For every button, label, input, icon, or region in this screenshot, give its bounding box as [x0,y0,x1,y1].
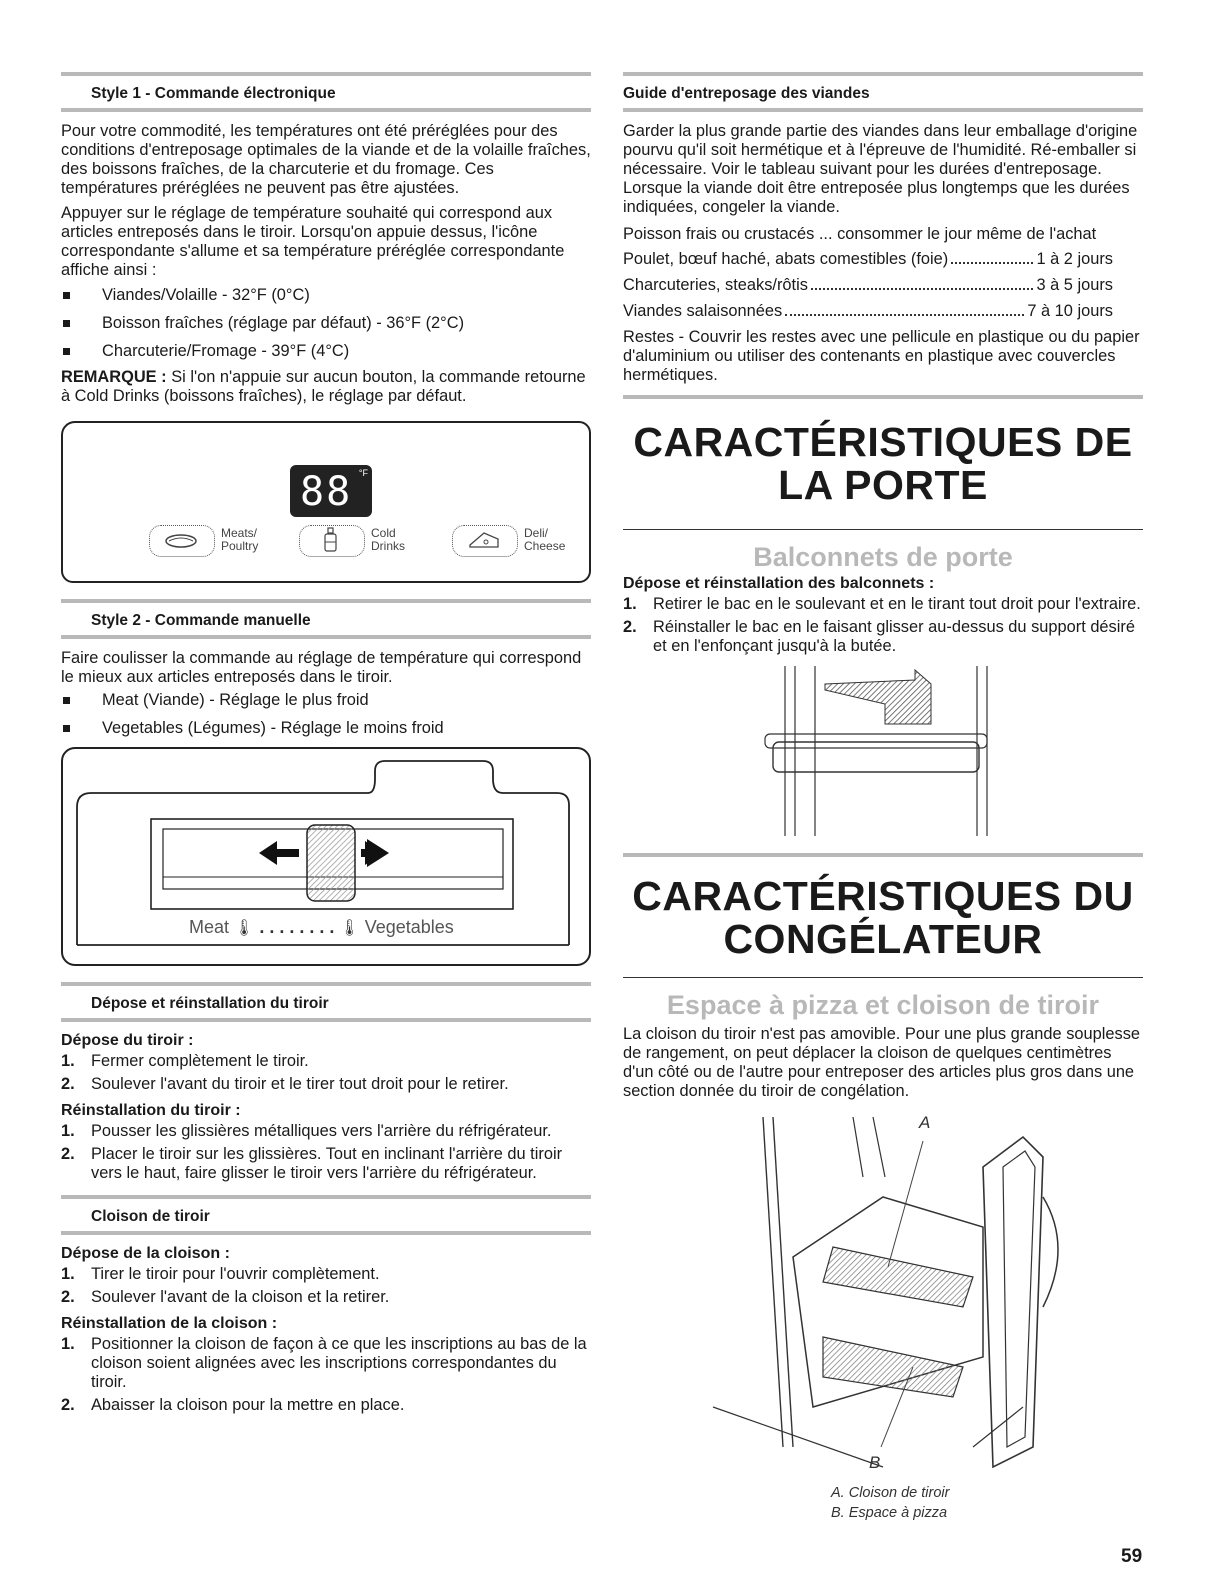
bottle-icon [321,527,341,553]
temperature-display [290,465,372,517]
list-item: 1. Pousser les glissières métalliques vers l'arrière du réfrigérateur. [61,1122,552,1140]
display-digits: 88 [300,469,353,515]
drawer-reinstall-subheading: Réinstallation du tiroir : [61,1102,241,1119]
list-item: 2. Réinstaller le bac en le faisant glisser au-dessus du support désiré et en l'enfonçant jusqu'à la butée. [623,618,1135,655]
freezer-para: La cloison du tiroir n'est pas amovible. Pour une plus grande souplesse de rangement, on peut déplacer la cloison de quelques centimètres d'un côté ou de l'autre pour entreposer des articles plus gros dans une section donnée du tiroir de congélation. [623,1025,1141,1100]
vegetables-label: Vegetables [364,917,454,937]
list-item: 1. Fermer complètement le tiroir. [61,1052,309,1070]
door-bins-subheading: Dépose et réinstallation des balconnets : [623,575,935,592]
list-item: 2. Soulever l'avant du tiroir et le tirer tout droit pour le retirer. [61,1075,509,1093]
freezer-title-line2: CONGÉLATEUR [723,916,1043,962]
meat-icon [161,531,201,551]
freezer-drawer-figure [623,1107,1143,1479]
meats-poultry-button[interactable]: Meats/ Poultry [149,525,274,557]
scale-dots: . . . . . . . . [259,917,335,937]
list-item: Boisson fraîches (réglage par défaut) - 36°F (2°C) [61,314,591,333]
deli-cheese-button[interactable]: Deli/ Cheese [452,525,580,557]
style1-para2: Appuyer sur le réglage de température souhaité qui correspond aux articles entreposés dans le tiroir. Lorsqu'on appuie dessus, l'icône correspondante s'allume et sa température préréglée correspondante affiche ainsi : [61,204,565,279]
caption-a: A. Cloison de tiroir [831,1485,950,1501]
freezer-drawer-illustration [623,1107,1143,1479]
cold-drinks-button[interactable]: Cold Drinks [299,525,424,557]
left-column [61,72,591,1419]
meat-label: Meat [189,917,230,937]
divider-removal-steps [61,1265,591,1307]
warm-thermometer-icon: 🌡 [339,920,360,937]
style2-heading: Style 2 - Commande manuelle [61,599,591,639]
door-subtitle: Balconnets de porte [753,542,1013,572]
note-label: REMARQUE : [61,368,167,386]
meat-guide-para: Garder la plus grande partie des viandes dans leur emballage d'origine pourvu qu'il soit hermétique et à l'épreuve de l'humidité. Ré-emballer si nécessaire. Voir le tableau suivant pour les durées d'entreposage. Lorsque la viande doit être entreposée plus longtemps que les durées indiquées, congeler la viande. [623,122,1138,216]
fish-row: Poisson frais ou crustacés ... consommer le jour même de l'achat [623,225,1097,243]
note-text: Si l'on n'appuie sur aucun bouton, la commande retourne à Cold Drinks (boissons fraîches), le réglage par défaut. [61,368,586,405]
style2-para: Faire coulisser la commande au réglage de température qui correspond le mieux aux articles entreposés dans le tiroir. [61,649,582,686]
section-divider [623,395,1143,399]
style2-bullets [61,691,591,738]
label-b: B [869,1453,881,1472]
slider-scale[interactable] [189,917,454,938]
cheese-icon [466,529,502,551]
caption-b: B. Espace à pizza [831,1505,948,1521]
electronic-control-figure [61,421,591,583]
drawer-reinstall-steps [61,1122,591,1183]
drawer-heading: Dépose et réinstallation du tiroir [61,982,591,1022]
freezer-subtitle: Espace à pizza et cloison de tiroir [666,990,1100,1020]
door-title-line2: LA PORTE [778,462,988,508]
section-divider [623,853,1143,857]
list-item: 2. Placer le tiroir sur les glissières. Tout en inclinant l'arrière du tiroir vers le haut, faire glisser le tiroir vers l'arrière du réfrigérateur. [61,1145,563,1182]
list-item: Meat (Viande) - Réglage le plus froid [61,691,591,710]
style1-bullets [61,286,591,361]
divider-reinstall-subheading: Réinstallation de la cloison : [61,1315,278,1332]
label-a: A [919,1113,931,1132]
meat-storage-table [623,250,1113,321]
table-row: Poulet, bœuf haché, abats comestibles (foie) 1 à 2 jours [623,250,1113,268]
display-unit: °F [358,468,368,478]
divider-reinstall-steps [61,1335,591,1415]
table-row: Charcuteries, steaks/rôtis 3 à 5 jours [623,276,1113,294]
list-item: 1. Positionner la cloison de façon à ce que les inscriptions au bas de la cloison soient alignées avec les inscriptions correspondantes du tiroir. [61,1335,587,1391]
list-item: 2. Soulever l'avant de la cloison et la retirer. [61,1288,390,1306]
drawer-removal-steps [61,1052,591,1094]
cold-thermometer-icon: 🌡 [234,920,255,937]
list-item: Charcuterie/Fromage - 39°F (4°C) [61,342,591,361]
page-number: 59 [1121,1546,1143,1567]
drawer-removal-subheading: Dépose du tiroir : [61,1032,194,1049]
divider-heading: Cloison de tiroir [61,1195,591,1235]
door-bin-illustration [755,664,995,839]
divider-removal-subheading: Dépose de la cloison : [61,1245,230,1262]
list-item: 1. Tirer le tiroir pour l'ouvrir complètement. [61,1265,380,1283]
table-row: Viandes salaisonnées 7 à 10 jours [623,302,1113,320]
manual-control-figure [61,747,591,966]
style1-heading: Style 1 - Commande électronique [61,72,591,112]
style1-note [61,368,591,406]
list-item: 1. Retirer le bac en le soulevant et en le tirant tout droit pour l'extraire. [623,595,1141,613]
meat-guide-heading: Guide d'entreposage des viandes [623,72,1143,112]
freezer-rule [623,977,1143,978]
door-bin-steps [623,595,1143,656]
leftovers-para: Restes - Couvrir les restes avec une pellicule en plastique ou du papier d'aluminium ou utiliser des contenants en plastique avec couvercles hermétiques. [623,328,1140,384]
door-rule [623,529,1143,530]
right-column [623,72,1143,1523]
door-title-line1: CARACTÉRISTIQUES DE [633,419,1133,465]
list-item: Viandes/Volaille - 32°F (0°C) [61,286,591,305]
freezer-title-line1: CARACTÉRISTIQUES DU [632,873,1134,919]
style1-para1: Pour votre commodité, les températures ont été préréglées pour des conditions d'entreposage optimales de la viande et de la volaille fraîches, des boissons fraîches, de la charcuterie et du fromage. Ces températures préréglées ne peuvent pas être ajustées. [61,122,591,197]
figure-caption [831,1483,1143,1523]
list-item: 2. Abaisser la cloison pour la mettre en place. [61,1396,405,1414]
list-item: Vegetables (Légumes) - Réglage le moins froid [61,719,591,738]
